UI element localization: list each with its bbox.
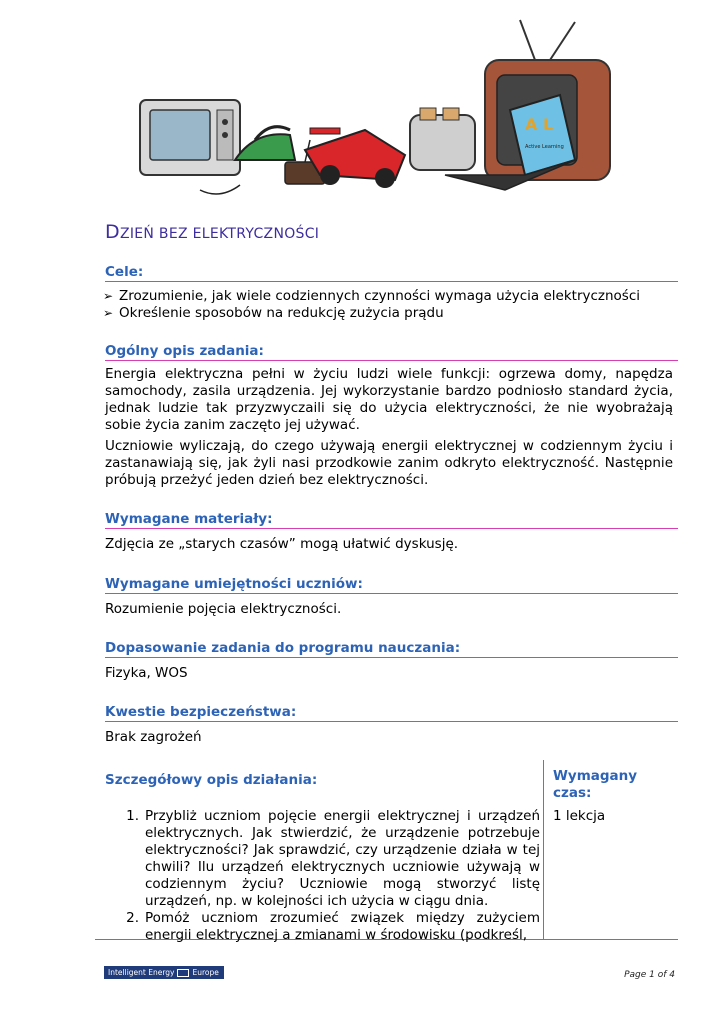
active-learning-label: Active Learning (525, 144, 564, 150)
curriculum-text: Fizyka, WOS (105, 665, 188, 681)
description-paragraph-2: Uczniowie wyliczają, do czego używają energii elektrycznej w codziennym życiu i zastanawiają się, jak żyli nasi przodkowie zanim odkryto elektryczność. Następnie próbują przeżyć jeden dzień bez elektryczności. (105, 438, 673, 488)
section-heading-opis: Ogólny opis zadania: (105, 343, 678, 361)
list-item: 1. Przybliż uczniom pojęcie energii elektrycznej i urządzeń elektrycznych. Jak stwierdzić, że urządzenie potrzebuje elektryczności? Jak sprawdzić, czy urządzenie działa w tej chwili? Ilu urządzeń elektrycznych uczniowie używają w codziennym życiu? Uczniowie mogą stworzyć listę urządzeń, np. w kolejności ich użycia w ciągu dnia. (126, 808, 540, 909)
section-heading-umiejetnosci: Wymagane umiejętności uczniów: (105, 576, 678, 594)
goals-list (103, 288, 673, 322)
eu-flag-icon (177, 969, 189, 977)
steps-list (115, 808, 540, 944)
section-heading-cele: Cele: (105, 264, 678, 282)
appliances-illustration (105, 0, 645, 215)
page-title: DZIEŃ BEZ ELEKTRYCZNOŚCI (105, 221, 320, 243)
section-heading-materialy: Wymagane materiały: (105, 511, 678, 529)
materials-text: Zdjęcia ze „starych czasów” mogą ułatwić dyskusję. (105, 536, 459, 552)
activity-table (95, 760, 678, 943)
active-learning-badge: A L (525, 115, 554, 134)
list-item: ➢ Określenie sposobów na redukcję zużycia prądu (103, 305, 444, 321)
activity-description-column (95, 760, 543, 943)
list-item: ➢ Zrozumienie, jak wiele codziennych czynności wymaga użycia elektryczności (103, 288, 641, 304)
skills-text: Rozumienie pojęcia elektryczności. (105, 601, 342, 617)
activity-heading: Szczegółowy opis działania: (105, 772, 318, 788)
page-number: Page 1 of 4 (624, 970, 675, 980)
list-item: 2. Pomóż uczniom zrozumieć związek między zużyciem energii elektrycznej a zmianami w środowisku (podkreśl, (126, 910, 540, 943)
time-heading: Wymagany czas: (553, 768, 638, 801)
microwave-icon (140, 100, 240, 175)
section-heading-bezpieczenstwo: Kwestie bezpieczeństwa: (105, 704, 678, 722)
time-column (543, 760, 679, 939)
arrow-bullet-icon: ➢ (103, 289, 114, 303)
section-heading-program: Dopasowanie zadania do programu nauczania: (105, 640, 678, 658)
time-value: 1 lekcja (553, 808, 606, 824)
arrow-bullet-icon: ➢ (103, 306, 114, 320)
description-paragraph-1: Energia elektryczna pełni w życiu ludzi wiele funkcji: ogrzewa domy, napędza samochody, zasila urządzenia. Jej wykorzystanie bardzo podniosło standard życia, jednak ludzie tak przyzwyczaili się do użycia elektryczności, że nie wyobrażają sobie życia zanim zaczęto jej używać. (105, 366, 673, 433)
toaster-icon (410, 108, 475, 170)
intelligent-energy-logo: Intelligent Energy Europe (104, 966, 224, 979)
safety-text: Brak zagrożeń (105, 729, 202, 745)
